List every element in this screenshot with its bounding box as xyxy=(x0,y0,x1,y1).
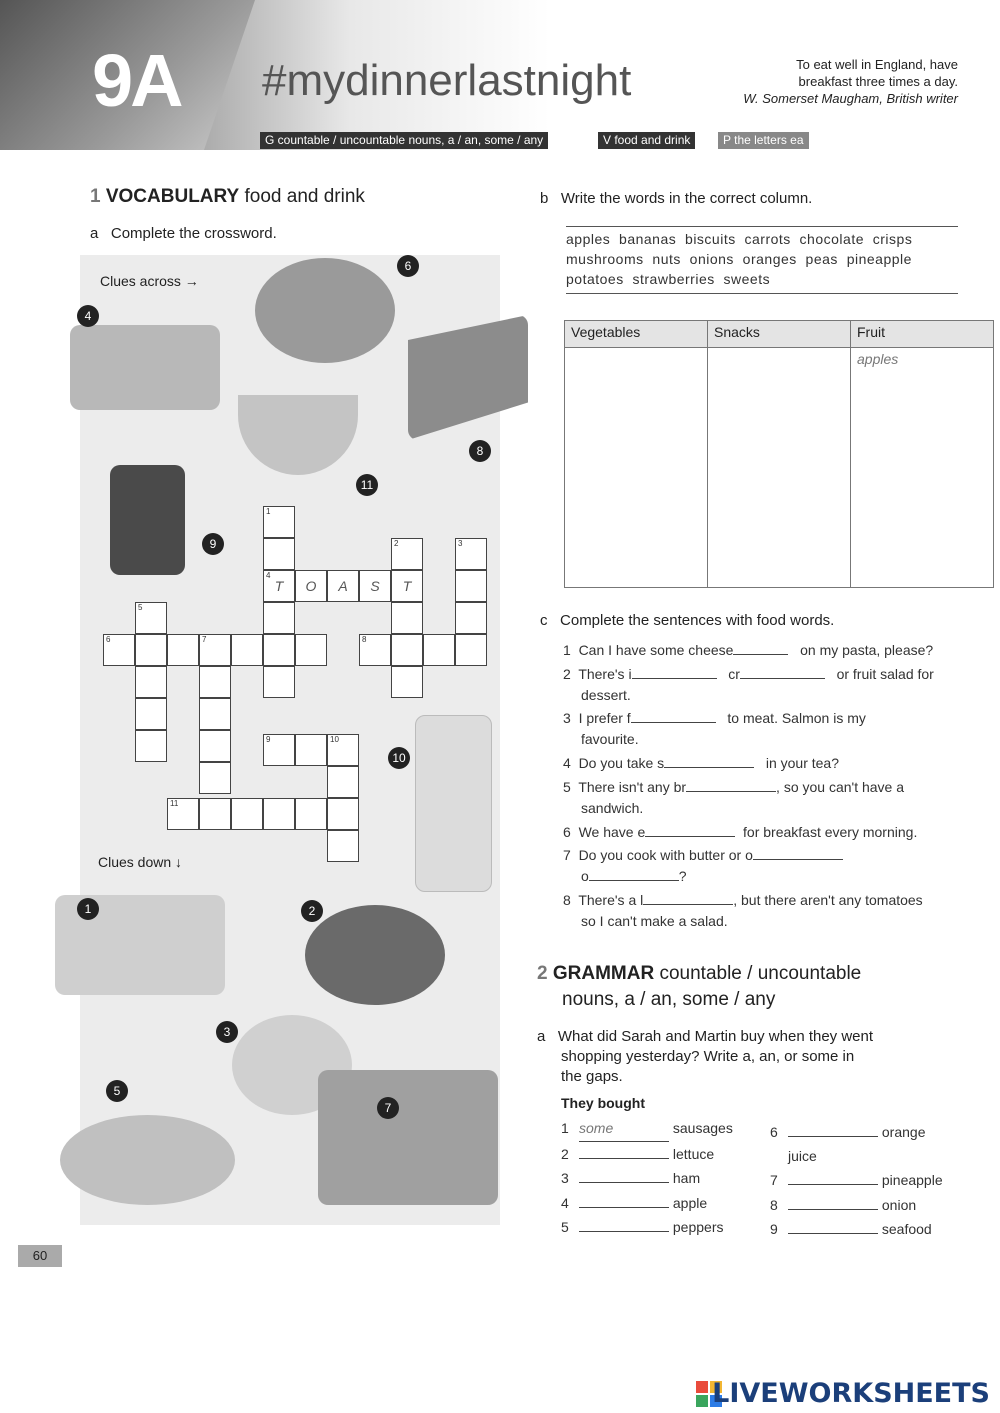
picture-number-badge: 6 xyxy=(397,255,419,277)
crossword-cell[interactable] xyxy=(263,602,295,634)
item-word: seafood xyxy=(881,1221,932,1237)
item-word: apple xyxy=(672,1194,708,1211)
milk-picture xyxy=(415,715,492,892)
crossword-cell[interactable] xyxy=(327,766,359,798)
column-header-snacks: Snacks xyxy=(708,321,851,348)
jam-picture xyxy=(110,465,185,575)
steak-picture xyxy=(305,905,445,1005)
item-word: juice xyxy=(788,1147,817,1164)
picture-number-badge: 5 xyxy=(106,1080,128,1102)
picture-number-badge: 4 xyxy=(77,305,99,327)
answer-letter: S xyxy=(370,578,380,594)
word-box xyxy=(566,229,961,289)
snacks-answer-cell[interactable] xyxy=(708,348,851,588)
bought-item xyxy=(561,1117,741,1142)
crossword-cell[interactable] xyxy=(135,634,167,666)
crossword-cell[interactable] xyxy=(391,602,423,634)
crossword-cell[interactable] xyxy=(103,634,135,666)
answer-letter: T xyxy=(402,578,412,594)
crossword-cell[interactable] xyxy=(231,798,263,830)
they-bought-label: They bought xyxy=(561,1095,645,1111)
answer-blank[interactable] xyxy=(788,1120,878,1137)
bought-item xyxy=(770,1217,970,1242)
crossword-cell[interactable] xyxy=(295,570,327,602)
clue-number: 2 xyxy=(394,539,399,548)
sentence-4 xyxy=(563,753,963,774)
answer-blank[interactable] xyxy=(753,859,843,860)
sentence-text: 4 Do you take s xyxy=(563,755,665,771)
crossword-cell[interactable] xyxy=(391,538,423,570)
sentence-text: 5 There isn't any br xyxy=(563,779,687,795)
sentence-7-cont xyxy=(563,866,963,887)
sentence-text: 6 We have e xyxy=(563,824,646,840)
answer-blank[interactable] xyxy=(788,1217,878,1234)
crossword-cell[interactable] xyxy=(199,798,231,830)
bought-item xyxy=(770,1168,970,1193)
item-word: orange xyxy=(881,1124,926,1140)
word-columns-table xyxy=(564,320,994,588)
answer-blank[interactable] xyxy=(579,1191,669,1208)
item-word: lettuce xyxy=(672,1145,715,1162)
task-instruction: Complete the crossword. xyxy=(110,225,277,242)
item-word: ham xyxy=(672,1170,701,1186)
answer-blank[interactable] xyxy=(631,722,716,723)
item-number: 5 xyxy=(561,1219,569,1235)
item-word: sausages xyxy=(672,1120,733,1136)
bought-list-left xyxy=(561,1117,741,1240)
clue-number: 4 xyxy=(266,571,271,580)
crossword-cell[interactable] xyxy=(199,698,231,730)
picture-number-badge: 1 xyxy=(77,898,99,920)
sentence-text: , but there aren't any tomatoes xyxy=(733,892,923,908)
coffee-picture xyxy=(318,1070,498,1205)
answer-blank[interactable] xyxy=(632,678,717,679)
crossword-cell[interactable] xyxy=(391,634,423,666)
tag-grammar: G countable / uncountable nouns, a / an, some / any xyxy=(260,132,548,149)
answer-blank[interactable] xyxy=(643,904,733,905)
picture-number-badge: 3 xyxy=(216,1021,238,1043)
item-word: peppers xyxy=(672,1219,724,1235)
divider xyxy=(566,293,958,294)
crossword-cell[interactable] xyxy=(135,666,167,698)
crossword-cell[interactable] xyxy=(327,734,359,766)
crossword-cell[interactable] xyxy=(199,666,231,698)
clues-down-label: Clues down ↓ xyxy=(98,854,183,870)
section-title: VOCABULARY xyxy=(105,186,240,207)
clue-number: 9 xyxy=(266,735,271,744)
bought-item xyxy=(561,1142,741,1167)
crossword-cell[interactable] xyxy=(295,798,327,830)
picture-number-badge: 2 xyxy=(301,900,323,922)
answer-blank[interactable] xyxy=(579,1166,669,1183)
item-number: 7 xyxy=(770,1172,778,1188)
crossword-cell[interactable] xyxy=(231,634,263,666)
sentence-text: or fruit salad for xyxy=(836,666,934,682)
section-subtitle: nouns, a / an, some / any xyxy=(562,989,776,1010)
clue-number: 1 xyxy=(266,507,271,516)
chicken-picture xyxy=(255,258,395,363)
crossword-cell[interactable] xyxy=(135,602,167,634)
task-1c xyxy=(540,612,834,629)
crossword-cell[interactable] xyxy=(263,570,295,602)
sentence-text: 7 Do you cook with butter or o xyxy=(563,847,753,863)
item-number: 1 xyxy=(561,1120,569,1136)
item-number: 4 xyxy=(561,1194,569,1211)
task-letter: a xyxy=(537,1028,546,1045)
picture-number-badge: 11 xyxy=(356,474,378,496)
sentence-text: sandwich. xyxy=(581,800,644,816)
task-instruction: shopping yesterday? Write a, an, or some in xyxy=(561,1048,855,1065)
word-list-line: apples bananas biscuits carrots chocolate crisps xyxy=(566,231,913,247)
sentence-text: in your tea? xyxy=(765,755,840,771)
picture-number-badge: 8 xyxy=(469,440,491,462)
answer-blank[interactable]: some xyxy=(579,1117,669,1142)
crossword-cell[interactable] xyxy=(391,666,423,698)
quote-line: To eat well in England, have xyxy=(796,57,958,72)
bought-list-right xyxy=(770,1120,970,1242)
sentence-7 xyxy=(563,845,963,866)
clue-number: 11 xyxy=(170,799,179,808)
answer-blank[interactable] xyxy=(788,1193,878,1210)
picture-number-badge: 9 xyxy=(202,533,224,555)
crossword-cell[interactable] xyxy=(199,730,231,762)
bought-item xyxy=(561,1191,741,1216)
crossword-cell[interactable] xyxy=(391,570,423,602)
bought-item xyxy=(770,1145,970,1169)
item-number: 3 xyxy=(561,1170,569,1186)
liveworksheets-brand: LIVEWORKSHEETS xyxy=(712,1378,990,1409)
answer-letter: A xyxy=(338,578,348,594)
crossword-cell[interactable] xyxy=(263,666,295,698)
picture-number-badge: 7 xyxy=(377,1097,399,1119)
answer-blank[interactable] xyxy=(788,1168,878,1185)
sentence-text: 1 Can I have some cheese xyxy=(563,642,734,658)
bought-item xyxy=(561,1166,741,1191)
sentence-text: 8 There's a l xyxy=(563,892,644,908)
task-instruction: Complete the sentences with food words. xyxy=(560,612,835,629)
clue-number: 3 xyxy=(458,539,463,548)
fruit-answer-cell[interactable] xyxy=(851,348,994,588)
item-number: 2 xyxy=(561,1145,569,1162)
tag-pronunciation: P the letters ea xyxy=(718,132,809,149)
task-letter: c xyxy=(540,612,548,629)
sentence-list xyxy=(563,640,963,932)
toast-picture xyxy=(70,325,220,410)
crossword-cell[interactable] xyxy=(263,506,295,538)
answer-blank[interactable] xyxy=(740,678,825,679)
sentence-text: to meat. Salmon is my xyxy=(727,710,866,726)
task-instruction: Write the words in the correct column. xyxy=(560,190,813,207)
crossword-cell[interactable] xyxy=(455,602,487,634)
answer-blank[interactable] xyxy=(589,880,679,881)
bought-item xyxy=(561,1215,741,1240)
unit-number: 9A xyxy=(92,39,181,122)
sentence-text: 3 I prefer f xyxy=(563,710,631,726)
crossword-cell[interactable] xyxy=(327,570,359,602)
crossword-cell[interactable] xyxy=(455,538,487,570)
answer-blank[interactable] xyxy=(733,654,788,655)
answer-blank[interactable] xyxy=(686,791,776,792)
crossword-cell[interactable] xyxy=(199,762,231,794)
section-number: 2 xyxy=(537,963,548,984)
quote xyxy=(743,56,958,107)
answer-blank[interactable] xyxy=(664,767,754,768)
task-1b xyxy=(540,190,812,207)
chips-picture xyxy=(60,1115,235,1205)
sentence-2 xyxy=(563,664,963,685)
crossword-cell[interactable] xyxy=(167,798,199,830)
tag-vocabulary: V food and drink xyxy=(598,132,695,149)
crossword-cell[interactable] xyxy=(359,570,391,602)
crossword-cell[interactable] xyxy=(455,634,487,666)
crossword-cell[interactable] xyxy=(135,730,167,762)
sentence-3 xyxy=(563,708,963,729)
sentence-text: o xyxy=(581,868,589,884)
example-answer: apples xyxy=(857,351,899,367)
crossword-cell[interactable] xyxy=(263,634,295,666)
sentence-text: favourite. xyxy=(581,731,639,747)
vegetables-answer-cell[interactable] xyxy=(565,348,708,588)
quote-author: W. Somerset Maugham, British writer xyxy=(743,91,958,106)
crossword-cell[interactable] xyxy=(327,830,359,862)
bought-item xyxy=(770,1120,970,1145)
task-letter: a xyxy=(90,225,99,242)
sentence-text: , so you can't have a xyxy=(776,779,905,795)
quote-line: breakfast three times a day. xyxy=(798,74,958,89)
sentence-text: cr xyxy=(728,666,740,682)
crossword-cell[interactable] xyxy=(135,698,167,730)
answer-blank[interactable] xyxy=(579,1142,669,1159)
sentence-text: ? xyxy=(678,868,687,884)
crossword-cell[interactable] xyxy=(199,634,231,666)
sentence-6 xyxy=(563,822,963,843)
item-number: 8 xyxy=(770,1196,778,1213)
clues-across-label: Clues across → xyxy=(100,273,199,289)
sentence-1 xyxy=(563,640,963,661)
crossword-cell[interactable] xyxy=(295,734,327,766)
column-header-fruit: Fruit xyxy=(851,321,994,348)
answer-letter: T xyxy=(274,578,284,594)
answer-letter: O xyxy=(305,578,317,594)
sentence-text: dessert. xyxy=(581,687,631,703)
answer-blank[interactable] xyxy=(579,1215,669,1232)
section-number: 1 xyxy=(90,186,101,207)
task-1a xyxy=(90,225,277,242)
crossword-cell[interactable] xyxy=(423,634,455,666)
clue-number: 5 xyxy=(138,603,143,612)
sentence-text: on my pasta, please? xyxy=(800,642,934,658)
crossword-cell[interactable] xyxy=(263,734,295,766)
item-word: onion xyxy=(881,1196,917,1213)
crossword-cell[interactable] xyxy=(455,570,487,602)
sentence-text: for breakfast every morning. xyxy=(743,824,918,840)
vocabulary-heading xyxy=(90,186,365,208)
page-title: #mydinnerlastnight xyxy=(262,56,632,105)
task-2a xyxy=(537,1027,873,1087)
crossword-cell[interactable] xyxy=(327,798,359,830)
picture-number-badge: 10 xyxy=(388,747,410,769)
item-number: 9 xyxy=(770,1221,778,1237)
section-subtitle: food and drink xyxy=(244,186,365,207)
sentence-5 xyxy=(563,777,963,798)
word-list-line: potatoes strawberries sweets xyxy=(566,271,771,287)
sentence-text: 2 There's i xyxy=(563,666,632,682)
section-subtitle: countable / uncountable xyxy=(659,963,862,984)
section-title: GRAMMAR xyxy=(552,963,655,984)
clue-number: 10 xyxy=(330,735,339,744)
crossword-cell[interactable] xyxy=(167,634,199,666)
word-list-line: mushrooms nuts onions oranges peas pineapple xyxy=(566,251,912,267)
task-instruction: the gaps. xyxy=(561,1068,623,1085)
clue-number: 6 xyxy=(106,635,111,644)
clue-number: 7 xyxy=(202,635,207,644)
bought-item xyxy=(770,1193,970,1218)
clue-number: 8 xyxy=(362,635,367,644)
item-word: pineapple xyxy=(881,1172,943,1188)
divider xyxy=(566,226,958,227)
crossword-cell[interactable] xyxy=(359,634,391,666)
crossword-cell[interactable] xyxy=(263,538,295,570)
sentence-8 xyxy=(563,890,963,911)
grammar-heading xyxy=(537,961,861,1013)
task-letter: b xyxy=(540,190,549,207)
column-header-vegetables: Vegetables xyxy=(565,321,708,348)
task-instruction: What did Sarah and Martin buy when they went xyxy=(557,1028,874,1045)
answer-blank[interactable] xyxy=(645,836,735,837)
crossword-cell[interactable] xyxy=(263,798,295,830)
item-number: 6 xyxy=(770,1124,778,1140)
page-number: 60 xyxy=(18,1245,62,1267)
sentence-text: so I can't make a salad. xyxy=(581,913,728,929)
crossword-cell[interactable] xyxy=(295,634,327,666)
